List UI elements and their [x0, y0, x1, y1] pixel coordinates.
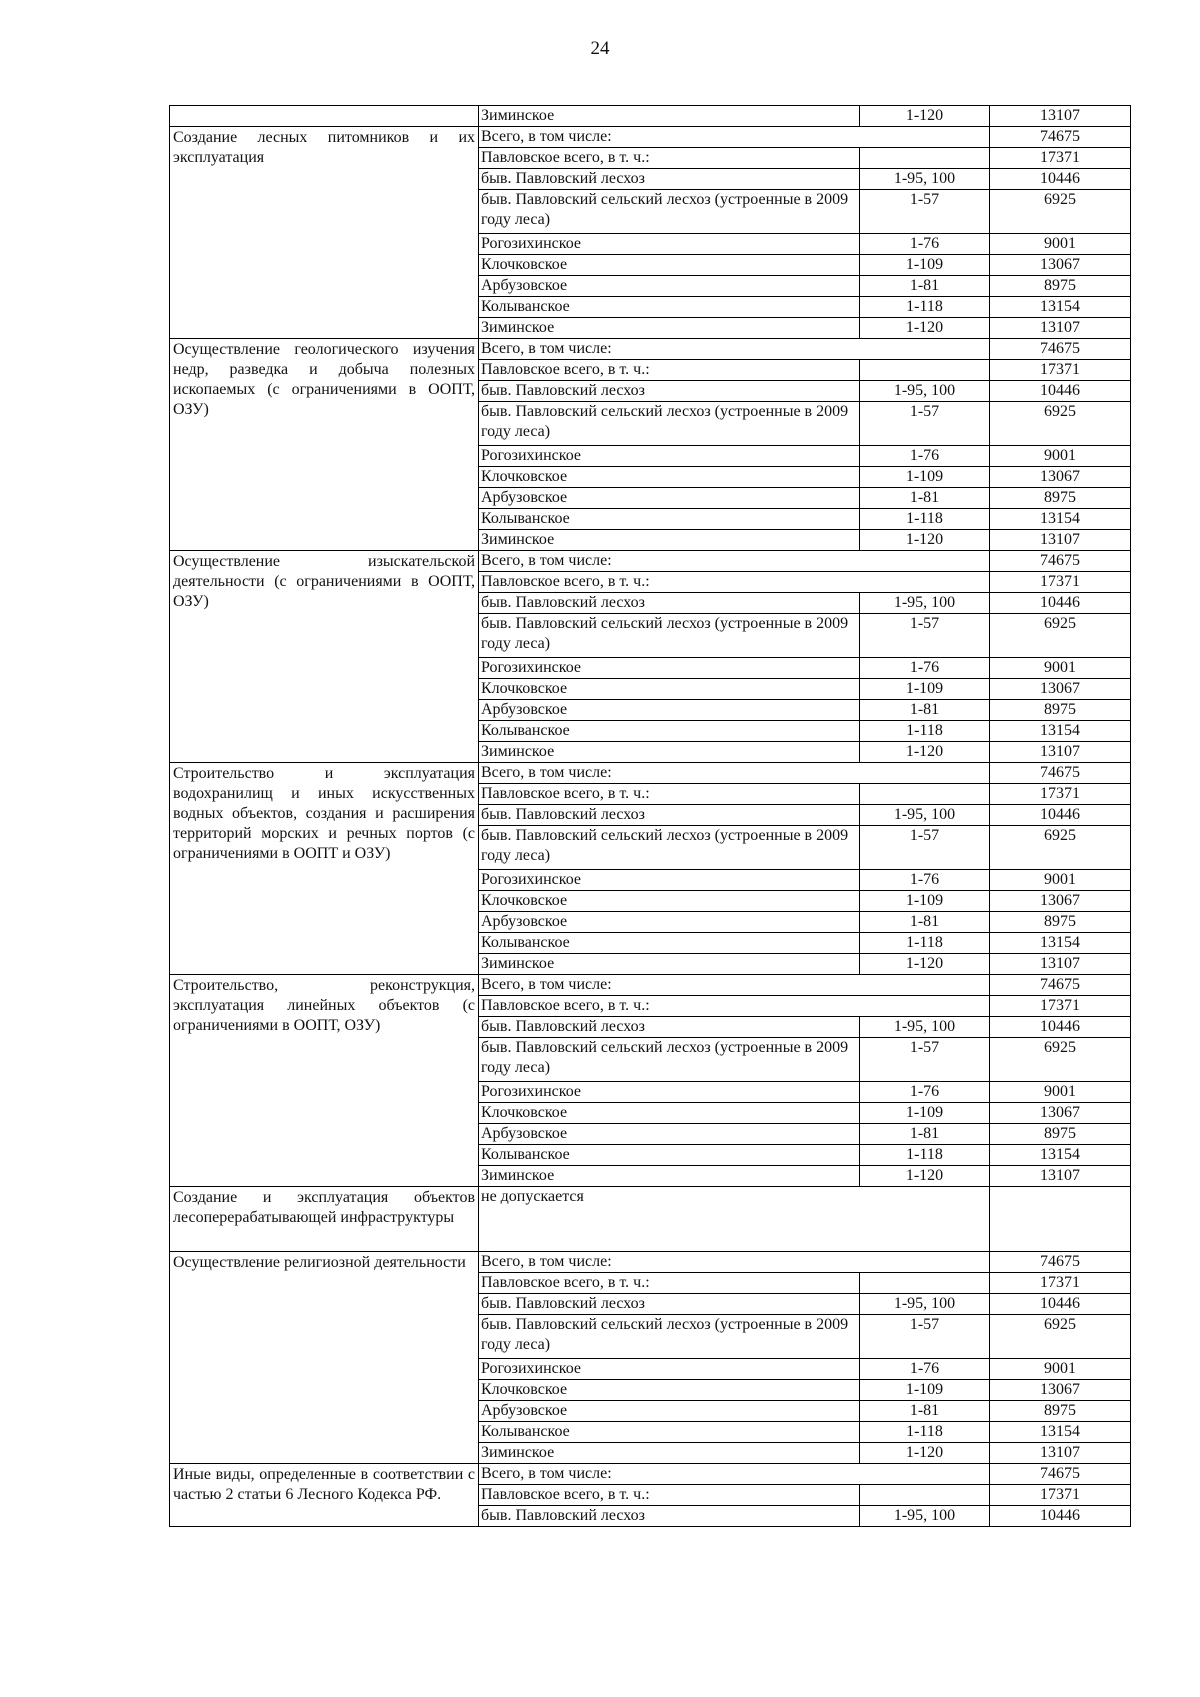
area-cell: 9001 [990, 1082, 1131, 1103]
forestry-name-cell: Колыванское [479, 509, 860, 530]
quarters-cell: 1-109 [860, 891, 990, 912]
area-cell: 6925 [990, 614, 1131, 658]
area-cell: 6925 [990, 1038, 1131, 1082]
quarters-cell [860, 1273, 990, 1294]
forestry-name-cell: Клочковское [479, 255, 860, 276]
forestry-name-cell: не допускается [479, 1187, 990, 1252]
forestry-name-cell: Павловское всего, в т. ч.: [479, 572, 990, 593]
quarters-cell: 1-57 [860, 1038, 990, 1082]
forestry-name-cell: Рогозихинское [479, 1359, 860, 1380]
forestry-name-cell: Зиминское [479, 742, 860, 763]
area-cell: 13067 [990, 255, 1131, 276]
quarters-cell: 1-109 [860, 467, 990, 488]
area-cell: 74675 [990, 551, 1131, 572]
quarters-cell: 1-81 [860, 276, 990, 297]
quarters-cell: 1-76 [860, 870, 990, 891]
table-row [170, 1464, 1131, 1485]
quarters-cell: 1-57 [860, 190, 990, 234]
forestry-name-cell: Арбузовское [479, 1124, 860, 1145]
area-cell: 17371 [990, 148, 1131, 169]
area-cell: 9001 [990, 1359, 1131, 1380]
forestry-name-cell: быв. Павловский лесхоз [479, 593, 860, 614]
quarters-cell: 1-118 [860, 933, 990, 954]
forestry-name-cell: Рогозихинское [479, 1082, 860, 1103]
table-row [170, 1252, 1131, 1273]
area-cell: 10446 [990, 593, 1131, 614]
forestry-name-cell: быв. Павловский лесхоз [479, 805, 860, 826]
area-cell: 8975 [990, 1124, 1131, 1145]
quarters-cell [860, 148, 990, 169]
quarters-cell: 1-57 [860, 826, 990, 870]
area-cell: 10446 [990, 169, 1131, 190]
area-cell: 13067 [990, 1103, 1131, 1124]
area-cell: 13154 [990, 933, 1131, 954]
quarters-cell: 1-120 [860, 530, 990, 551]
table-row [170, 106, 1131, 127]
area-cell: 8975 [990, 488, 1131, 509]
forestry-name-cell: Рогозихинское [479, 658, 860, 679]
quarters-cell: 1-57 [860, 1315, 990, 1359]
quarters-cell: 1-81 [860, 488, 990, 509]
area-cell: 74675 [990, 763, 1131, 784]
forestry-name-cell: Зиминское [479, 1166, 860, 1187]
table-row [170, 975, 1131, 996]
quarters-cell: 1-95, 100 [860, 1017, 990, 1038]
area-cell: 17371 [990, 572, 1131, 593]
forestry-name-cell: Колыванское [479, 297, 860, 318]
quarters-cell: 1-76 [860, 446, 990, 467]
forestry-name-cell: Клочковское [479, 467, 860, 488]
table-row [170, 763, 1131, 784]
area-cell: 8975 [990, 700, 1131, 721]
quarters-cell: 1-76 [860, 234, 990, 255]
quarters-cell: 1-95, 100 [860, 593, 990, 614]
forestry-name-cell: Рогозихинское [479, 234, 860, 255]
quarters-cell: 1-57 [860, 614, 990, 658]
forestry-name-cell: быв. Павловский лесхоз [479, 381, 860, 402]
quarters-cell: 1-120 [860, 1443, 990, 1464]
forestry-name-cell: быв. Павловский сельский лесхоз (устроенные в 2009 году леса) [479, 190, 860, 234]
forestry-name-cell: быв. Павловский лесхоз [479, 169, 860, 190]
area-cell: 74675 [990, 1464, 1131, 1485]
forestry-name-cell: быв. Павловский лесхоз [479, 1506, 860, 1527]
forestry-name-cell: Павловское всего, в т. ч.: [479, 360, 860, 381]
quarters-cell: 1-95, 100 [860, 1506, 990, 1527]
quarters-cell: 1-109 [860, 255, 990, 276]
quarters-cell: 1-95, 100 [860, 805, 990, 826]
area-cell: 13154 [990, 1422, 1131, 1443]
forestry-name-cell: Зиминское [479, 954, 860, 975]
area-cell: 9001 [990, 234, 1131, 255]
area-cell: 10446 [990, 1506, 1131, 1527]
forestry-name-cell: Рогозихинское [479, 870, 860, 891]
forestry-name-cell: Клочковское [479, 1380, 860, 1401]
area-cell: 8975 [990, 912, 1131, 933]
table-body [170, 106, 1131, 1527]
forestry-name-cell: Арбузовское [479, 700, 860, 721]
forestry-name-cell: Колыванское [479, 933, 860, 954]
forestry-name-cell: быв. Павловский лесхоз [479, 1294, 860, 1315]
forestry-name-cell: Зиминское [479, 318, 860, 339]
area-cell: 74675 [990, 339, 1131, 360]
forestry-name-cell: Павловское всего, в т. ч.: [479, 1273, 860, 1294]
quarters-cell: 1-109 [860, 1103, 990, 1124]
forestry-name-cell: Зиминское [479, 530, 860, 551]
table-row [170, 551, 1131, 572]
quarters-cell: 1-118 [860, 297, 990, 318]
quarters-cell: 1-81 [860, 1124, 990, 1145]
area-cell: 13067 [990, 1380, 1131, 1401]
forestry-name-cell: Колыванское [479, 1145, 860, 1166]
activity-cell: Осуществление изыскательской деятельности (с ограничениями в ООПТ, ОЗУ) [170, 551, 479, 763]
forestry-name-cell: быв. Павловский лесхоз [479, 1017, 860, 1038]
area-cell: 13154 [990, 721, 1131, 742]
area-cell: 13067 [990, 679, 1131, 700]
area-cell: 10446 [990, 381, 1131, 402]
quarters-cell: 1-95, 100 [860, 381, 990, 402]
forest-use-table [169, 105, 1131, 1527]
area-cell: 17371 [990, 1485, 1131, 1506]
activity-cell: Осуществление геологического изучения недр, разведка и добыча полезных ископаемых (с ограничениями в ООПТ, ОЗУ) [170, 339, 479, 551]
forestry-name-cell: быв. Павловский сельский лесхоз (устроенные в 2009 году леса) [479, 1038, 860, 1082]
quarters-cell: 1-120 [860, 954, 990, 975]
area-cell: 13107 [990, 530, 1131, 551]
area-cell: 17371 [990, 1273, 1131, 1294]
area-cell: 13107 [990, 1166, 1131, 1187]
area-cell: 6925 [990, 402, 1131, 446]
forestry-name-cell: Всего, в том числе: [479, 127, 990, 148]
quarters-cell: 1-76 [860, 1082, 990, 1103]
area-cell: 8975 [990, 276, 1131, 297]
forestry-name-cell: Всего, в том числе: [479, 975, 990, 996]
area-cell: 13107 [990, 318, 1131, 339]
quarters-cell: 1-95, 100 [860, 1294, 990, 1315]
quarters-cell: 1-81 [860, 700, 990, 721]
area-cell: 13107 [990, 1443, 1131, 1464]
forestry-name-cell: Арбузовское [479, 1401, 860, 1422]
area-cell: 13154 [990, 297, 1131, 318]
forestry-name-cell: Павловское всего, в т. ч.: [479, 996, 990, 1017]
quarters-cell: 1-118 [860, 721, 990, 742]
area-cell: 13107 [990, 742, 1131, 763]
activity-cell: Строительство, реконструкция, эксплуатация линейных объектов (с ограничениями в ООПТ, ОЗУ) [170, 975, 479, 1187]
forestry-name-cell: Всего, в том числе: [479, 551, 990, 572]
area-cell: 13107 [990, 954, 1131, 975]
quarters-cell [860, 784, 990, 805]
area-cell: 8975 [990, 1401, 1131, 1422]
quarters-cell: 1-76 [860, 1359, 990, 1380]
quarters-cell: 1-95, 100 [860, 169, 990, 190]
area-cell: 6925 [990, 1315, 1131, 1359]
quarters-cell: 1-81 [860, 912, 990, 933]
table-row [170, 127, 1131, 148]
quarters-cell: 1-109 [860, 679, 990, 700]
area-cell: 9001 [990, 870, 1131, 891]
table-row [170, 1187, 1131, 1252]
forestry-name-cell: Зиминское [479, 106, 860, 127]
area-cell: 10446 [990, 1017, 1131, 1038]
forestry-name-cell: Рогозихинское [479, 446, 860, 467]
area-cell: 17371 [990, 784, 1131, 805]
quarters-cell: 1-76 [860, 658, 990, 679]
forestry-name-cell: быв. Павловский сельский лесхоз (устроенные в 2009 году леса) [479, 614, 860, 658]
quarters-cell: 1-120 [860, 106, 990, 127]
forestry-name-cell: Колыванское [479, 1422, 860, 1443]
area-cell [990, 1187, 1131, 1252]
table-row [170, 339, 1131, 360]
forestry-name-cell: Всего, в том числе: [479, 763, 990, 784]
page-number: 24 [590, 38, 610, 59]
forestry-name-cell: Арбузовское [479, 488, 860, 509]
area-cell: 13107 [990, 106, 1131, 127]
quarters-cell: 1-120 [860, 742, 990, 763]
area-cell: 10446 [990, 805, 1131, 826]
activity-cell: Осуществление религиозной деятельности [170, 1252, 479, 1464]
quarters-cell: 1-118 [860, 509, 990, 530]
quarters-cell [860, 360, 990, 381]
quarters-cell: 1-118 [860, 1422, 990, 1443]
activity-cell [170, 106, 479, 127]
forestry-name-cell: Зиминское [479, 1443, 860, 1464]
area-cell: 74675 [990, 1252, 1131, 1273]
area-cell: 6925 [990, 826, 1131, 870]
forestry-name-cell: Клочковское [479, 891, 860, 912]
area-cell: 17371 [990, 996, 1131, 1017]
forestry-name-cell: Всего, в том числе: [479, 1464, 990, 1485]
forestry-name-cell: быв. Павловский сельский лесхоз (устроенные в 2009 году леса) [479, 1315, 860, 1359]
forestry-name-cell: Клочковское [479, 1103, 860, 1124]
area-cell: 9001 [990, 446, 1131, 467]
quarters-cell [860, 1485, 990, 1506]
forestry-name-cell: Клочковское [479, 679, 860, 700]
forestry-name-cell: быв. Павловский сельский лесхоз (устроенные в 2009 году леса) [479, 826, 860, 870]
forestry-name-cell: Всего, в том числе: [479, 339, 990, 360]
area-cell: 6925 [990, 190, 1131, 234]
forestry-name-cell: Павловское всего, в т. ч.: [479, 1485, 860, 1506]
forestry-name-cell: Арбузовское [479, 912, 860, 933]
area-cell: 13154 [990, 509, 1131, 530]
area-cell: 74675 [990, 127, 1131, 148]
quarters-cell: 1-57 [860, 402, 990, 446]
forestry-name-cell: Всего, в том числе: [479, 1252, 990, 1273]
area-cell: 13154 [990, 1145, 1131, 1166]
activity-cell: Создание лесных питомников и их эксплуатация [170, 127, 479, 339]
quarters-cell: 1-109 [860, 1380, 990, 1401]
area-cell: 13067 [990, 467, 1131, 488]
quarters-cell: 1-120 [860, 318, 990, 339]
forestry-name-cell: Арбузовское [479, 276, 860, 297]
activity-cell: Создание и эксплуатация объектов лесоперерабатывающей инфраструктуры [170, 1187, 479, 1252]
forestry-name-cell: Колыванское [479, 721, 860, 742]
activity-cell: Строительство и эксплуатация водохранилищ и иных искусственных водных объектов, создания и расширения территорий морских и речных портов (с ограничениями в ООПТ и ОЗУ) [170, 763, 479, 975]
forestry-name-cell: Павловское всего, в т. ч.: [479, 148, 860, 169]
activity-cell: Иные виды, определенные в соответствии с частью 2 статьи 6 Лесного Кодекса РФ. [170, 1464, 479, 1527]
area-cell: 9001 [990, 658, 1131, 679]
area-cell: 74675 [990, 975, 1131, 996]
area-cell: 17371 [990, 360, 1131, 381]
quarters-cell: 1-120 [860, 1166, 990, 1187]
forestry-name-cell: Павловское всего, в т. ч.: [479, 784, 860, 805]
quarters-cell: 1-118 [860, 1145, 990, 1166]
area-cell: 13067 [990, 891, 1131, 912]
area-cell: 10446 [990, 1294, 1131, 1315]
quarters-cell: 1-81 [860, 1401, 990, 1422]
forestry-name-cell: быв. Павловский сельский лесхоз (устроенные в 2009 году леса) [479, 402, 860, 446]
